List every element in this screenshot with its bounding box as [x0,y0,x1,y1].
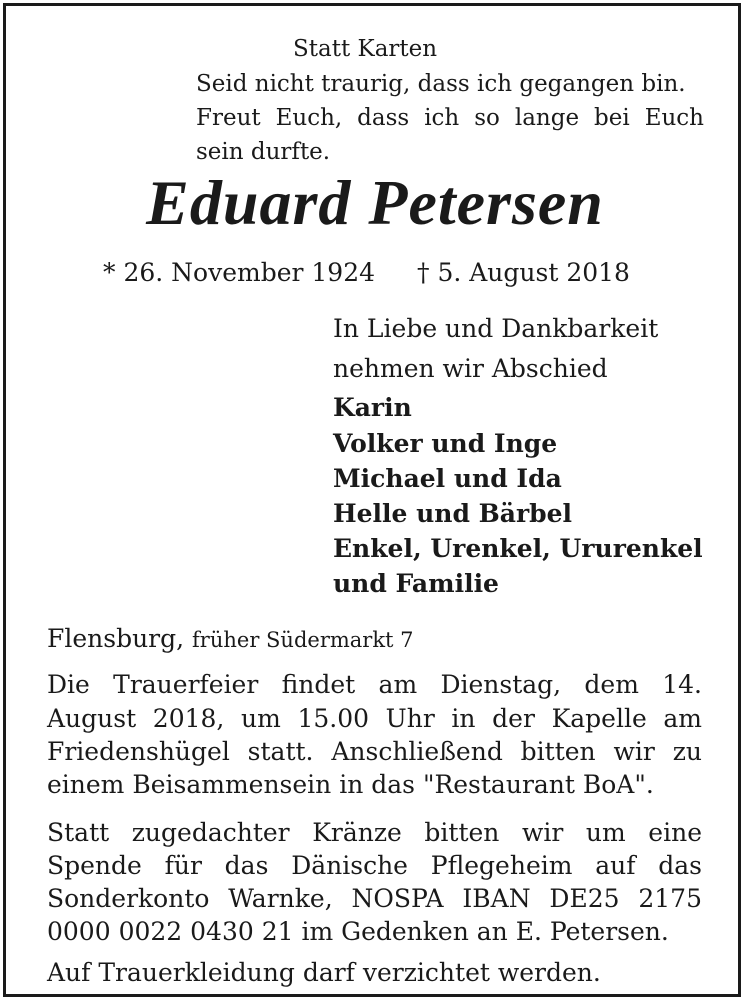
ceremony-text-line: Die Trauerfeier findet am Dienstag, dem 14. [47,670,702,699]
donation-text-line: Sonderkonto Warnke, NOSPA IBAN DE25 2175 [47,884,702,913]
obituary-notice [3,3,741,997]
family-member: Helle und Bärbel [333,499,573,528]
poem-line: Freut Euch, dass ich so lange bei Euch [196,105,704,131]
poem-line: Seid nicht traurig, dass ich gegangen bin. [196,71,686,97]
location-line [47,624,414,653]
statt-karten-heading: Statt Karten [293,36,438,62]
birth-date: * 26. November 1924 [103,258,376,287]
deceased-name: Eduard Petersen [146,167,604,238]
family-member: und Familie [333,569,499,598]
ceremony-text-line: einem Beisammensein in das "Restaurant BoA". [47,770,654,799]
donation-text-line: Spende für das Dänische Pflegeheim auf das [47,851,702,880]
donation-text-line: 0000 0022 0430 21 im Gedenken an E. Petersen. [47,917,669,946]
closing-note: Auf Trauerkleidung darf verzichtet werden. [47,958,601,987]
ceremony-text-line: August 2018, um 15.00 Uhr in der Kapelle am [47,704,702,733]
poem-line: sein durfte. [196,139,331,165]
mourners-intro-line: nehmen wir Abschied [333,354,608,383]
death-date: † 5. August 2018 [417,258,630,287]
location-former-address: früher Südermarkt 7 [192,628,414,652]
family-member: Karin [333,393,412,422]
location-city: Flensburg, [47,624,185,653]
mourners-intro-line: In Liebe und Dankbarkeit [333,314,659,343]
ceremony-text-line: Friedenshügel statt. Anschließend bitten wir zu [47,737,702,766]
family-member: Michael und Ida [333,464,562,493]
family-member: Volker und Inge [333,429,558,458]
donation-text-line: Statt zugedachter Kränze bitten wir um eine [47,818,702,847]
family-member: Enkel, Urenkel, Ururenkel [333,534,703,563]
